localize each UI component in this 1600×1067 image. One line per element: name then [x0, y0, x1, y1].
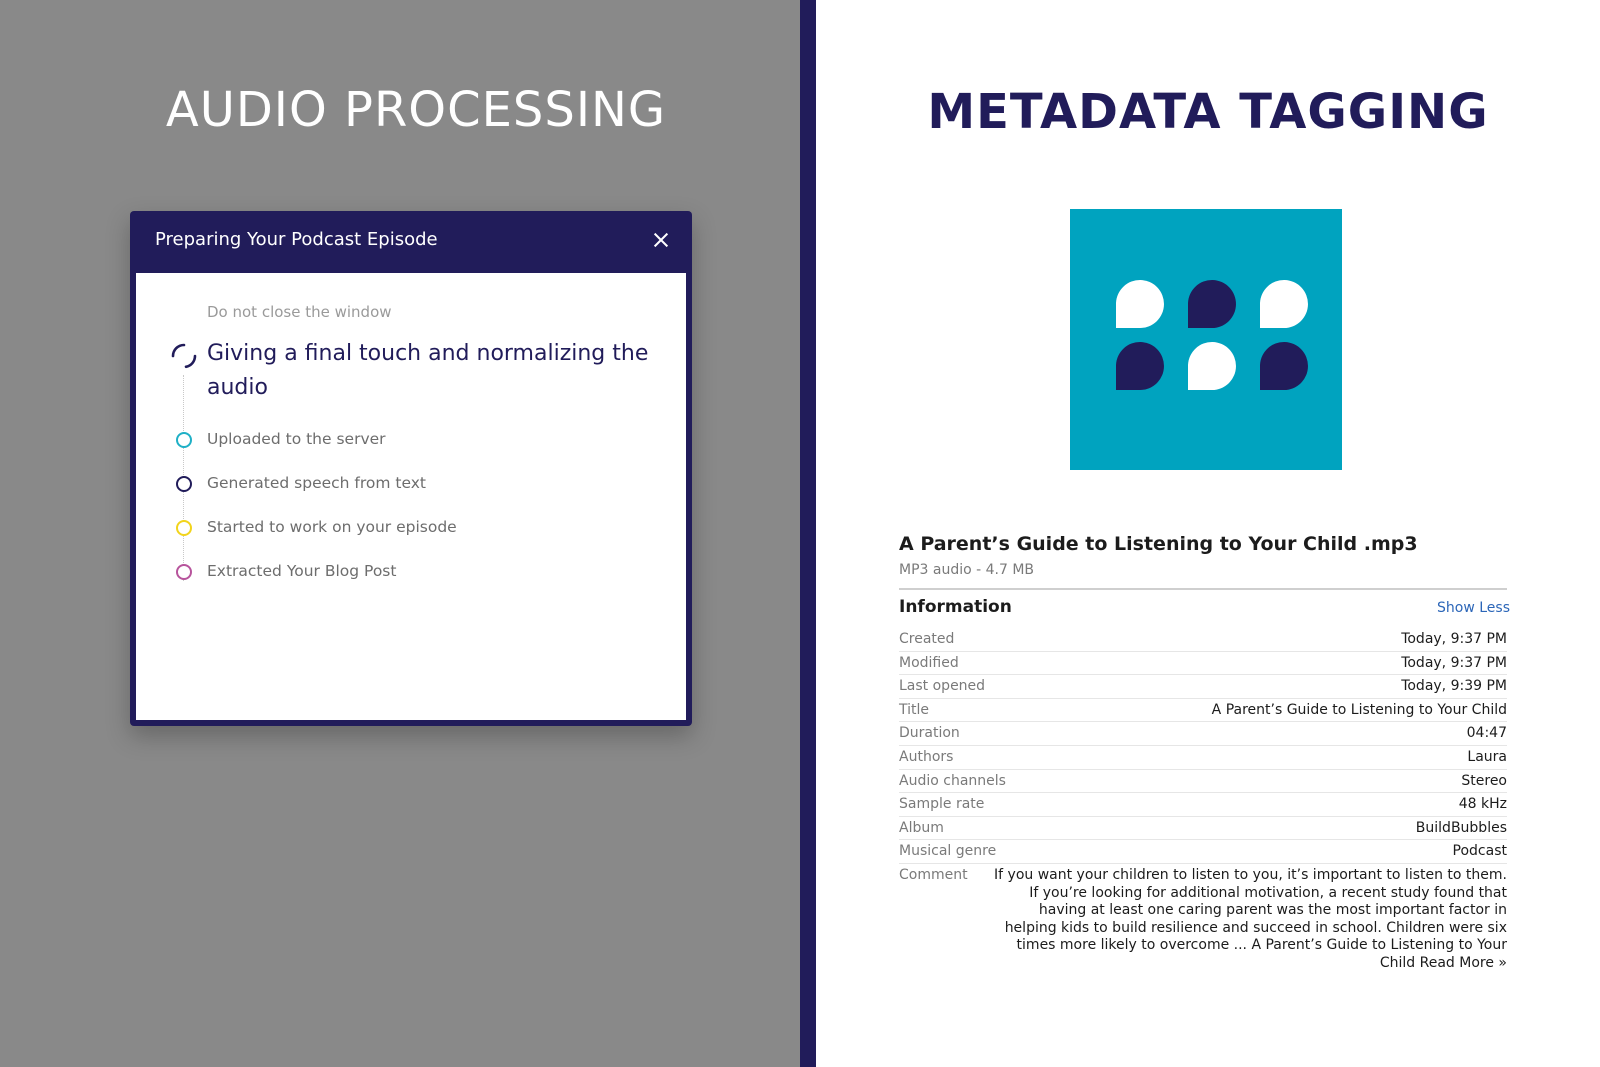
info-value: A Parent’s Guide to Listening to Your Child [1211, 701, 1507, 718]
info-row-title [899, 699, 1507, 723]
info-key: Authors [899, 748, 954, 765]
step-dot-icon [176, 564, 192, 580]
speech-bubbles-logo-icon [1070, 209, 1342, 470]
info-key: Album [899, 819, 944, 836]
info-key: Sample rate [899, 796, 985, 813]
file-name: A Parent’s Guide to Listening to Your Child .mp3 [899, 533, 1418, 555]
metadata-tagging-title: METADATA TAGGING [927, 84, 1489, 140]
info-value: Stereo [1461, 772, 1507, 789]
info-row-authors [899, 746, 1507, 770]
info-key: Duration [899, 725, 960, 742]
comment-value[interactable]: If you want your children to listen to you, it’s important to listen to them. If you’re looking for additional motivation, a recent study found that having at least one caring parent was the most important factor in helping kids to build resilience and succeed in school. Children were six times more likely to overcome ... A Parent’s Guide to Listening to Your Child Read More » [994, 866, 1507, 971]
info-key: Audio channels [899, 772, 1006, 789]
information-heading: Information [899, 597, 1012, 617]
info-value: Today, 9:37 PM [1401, 631, 1507, 647]
info-key: Comment [899, 866, 968, 883]
info-value: 04:47 [1466, 725, 1507, 742]
info-row-musical-genre [899, 840, 1507, 864]
divider [899, 588, 1507, 590]
info-row-audio-channels [899, 770, 1507, 794]
info-row-modified [899, 652, 1507, 676]
album-art [1070, 209, 1342, 470]
step-dot-icon [176, 476, 192, 492]
info-value: Today, 9:39 PM [1401, 678, 1507, 695]
dialog-header [130, 211, 692, 273]
info-key: Musical genre [899, 843, 997, 860]
metadata-tagging-panel [816, 0, 1600, 1067]
step-dot-icon [176, 432, 192, 448]
info-value: BuildBubbles [1415, 819, 1507, 836]
panel-divider [800, 0, 816, 1067]
info-row-album [899, 817, 1507, 841]
audio-processing-title: AUDIO PROCESSING [165, 82, 667, 138]
dialog-body [136, 273, 686, 720]
info-row-last-opened [899, 675, 1507, 699]
info-key: Created [899, 631, 955, 647]
step-label: Generated speech from text [207, 474, 427, 492]
step-dot-icon [176, 520, 192, 536]
info-value: 48 kHz [1458, 796, 1507, 813]
step-label: Started to work on your episode [207, 518, 457, 536]
dialog-title: Preparing Your Podcast Episode [155, 229, 438, 250]
info-value: Today, 9:37 PM [1401, 654, 1507, 671]
do-not-close-hint: Do not close the window [207, 303, 392, 321]
current-step-text: Giving a final touch and normalizing the audio [207, 341, 649, 400]
info-value: Laura [1467, 748, 1507, 765]
close-icon[interactable] [648, 227, 674, 253]
info-row-comment [899, 864, 1507, 974]
info-key: Last opened [899, 678, 986, 695]
info-value: Podcast [1452, 843, 1507, 860]
step-label: Extracted Your Blog Post [207, 562, 397, 580]
info-row-sample-rate [899, 793, 1507, 817]
info-row-created [899, 628, 1507, 652]
spinner-icon [170, 342, 198, 370]
info-table [899, 628, 1507, 974]
step-label: Uploaded to the server [207, 430, 386, 448]
info-row-duration [899, 722, 1507, 746]
processing-dialog [130, 211, 692, 726]
info-key: Title [899, 701, 930, 718]
info-key: Modified [899, 654, 959, 671]
file-meta: MP3 audio - 4.7 MB [899, 562, 1035, 578]
show-less-link[interactable]: Show Less [1437, 600, 1510, 616]
